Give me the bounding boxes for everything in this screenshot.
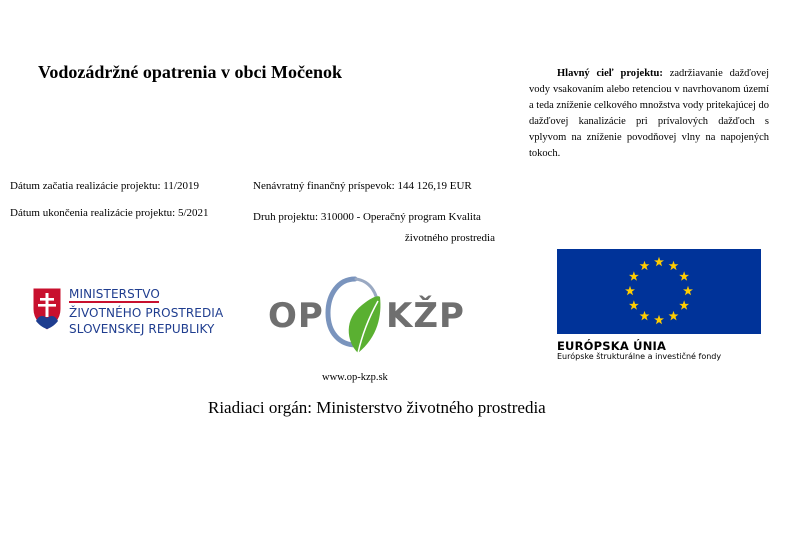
eu-flag bbox=[557, 249, 761, 334]
eu-star-icon bbox=[654, 257, 664, 266]
leaf-drop-icon bbox=[322, 275, 384, 361]
opkzp-logo bbox=[264, 275, 465, 361]
eu-subtitle: Európske štrukturálne a investičné fondy bbox=[557, 352, 722, 361]
ministry-line2: ŽIVOTNÉHO PROSTREDIA bbox=[69, 306, 224, 320]
goal-label: Hlavný cieľ projektu: bbox=[557, 68, 663, 79]
eu-star-icon bbox=[625, 286, 635, 295]
eu-star-icon bbox=[640, 311, 650, 320]
opkzp-kzp-text: KŽP bbox=[386, 296, 465, 336]
ministry-logo bbox=[32, 285, 232, 345]
project-goal bbox=[529, 66, 769, 162]
project-title: Vodozádržné opatrenia v obci Močenok bbox=[38, 62, 342, 82]
eu-star-icon bbox=[669, 261, 679, 270]
project-type bbox=[253, 207, 495, 249]
ministry-line1: MINISTERSTVO bbox=[69, 287, 160, 301]
eu-star-icon bbox=[683, 286, 693, 295]
slovak-coat-of-arms-icon bbox=[32, 287, 62, 331]
eu-star-icon bbox=[629, 271, 639, 280]
eu-star-icon bbox=[669, 311, 679, 320]
grant-amount: Nenávratný finančný príspevok: 144 126,19 EUR bbox=[253, 180, 472, 192]
goal-text: zadržiavanie dažďovej vody vsakovaním alebo retenciou v navrhovanom území a teda zníženie celkového množstva vody pritekajúcej do dažďovej kanalizácie pri prívalových dažďoch s vplyvom na zníženie povodňovej vlny na napojených tokoch. bbox=[529, 68, 770, 159]
project-type-line2: životného prostredia bbox=[404, 232, 495, 244]
managing-authority: Riadiaci orgán: Ministerstvo životného prostredia bbox=[208, 398, 546, 417]
end-date: Dátum ukončenia realizácie projektu: 5/2021 bbox=[10, 207, 209, 219]
ministry-line3: SLOVENSKEJ REPUBLIKY bbox=[69, 322, 215, 336]
eu-star-icon bbox=[629, 300, 639, 309]
eu-title: EURÓPSKA ÚNIA bbox=[557, 339, 667, 353]
opkzp-url[interactable]: www.op-kzp.sk bbox=[322, 372, 388, 383]
ministry-name bbox=[69, 286, 223, 337]
project-type-line1: Druh projektu: 310000 - Operačný program Kvalita bbox=[253, 211, 481, 223]
eu-star-icon bbox=[679, 271, 689, 280]
opkzp-op-text: OP bbox=[268, 296, 324, 336]
eu-star-icon bbox=[640, 261, 650, 270]
eu-stars-icon bbox=[557, 249, 761, 334]
start-date: Dátum začatia realizácie projektu: 11/2019 bbox=[10, 180, 199, 192]
eu-star-icon bbox=[679, 300, 689, 309]
eu-star-icon bbox=[654, 315, 664, 324]
